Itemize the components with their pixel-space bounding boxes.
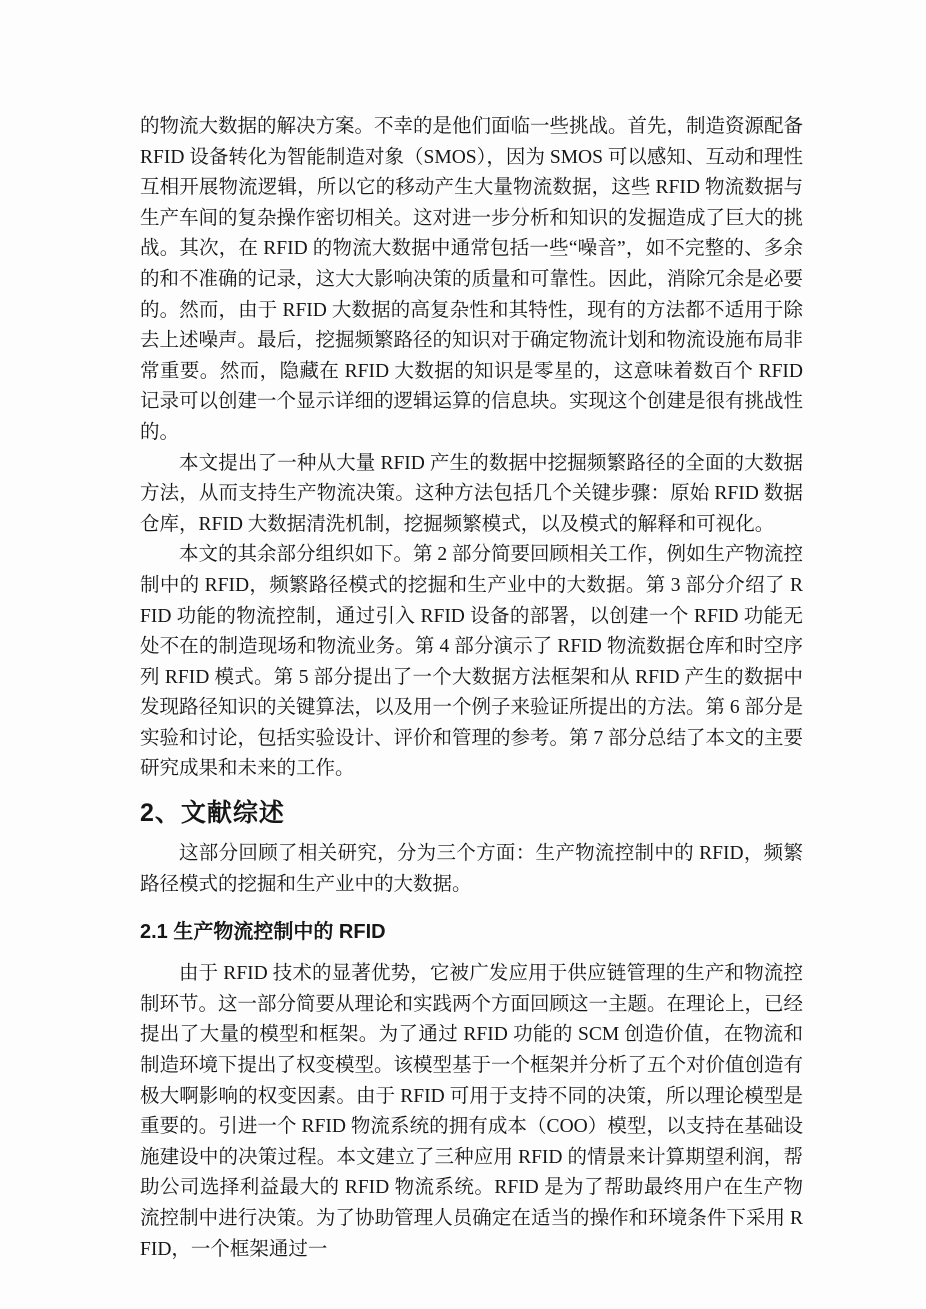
- continuation-paragraph: 的物流大数据的解决方案。不幸的是他们面临一些挑战。首先，制造资源配备 RFID 设备转化为智能制造对象（SMOS），因为 SMOS 可以感知、互动和理性互相开展物流逻辑，所以它的移动产生大量物流数据，这些 RFID 物流数据与生产车间的复杂操作密切相关。这对进一步分析和知识的发掘造成了巨大的挑战。其次，在 RFID 的物流大数据中通常包括一些“噪音”，如不完整的、多余的和不准确的记录，这大大影响决策的质量和可靠性。因此，消除冗余是必要的。然而，由于 RFID 大数据的高复杂性和其特性，现有的方法都不适用于除去上述噪声。最后，挖掘频繁路径的知识对于确定物流计划和物流设施布局非常重要。然而，隐藏在 RFID 大数据的知识是零星的，这意味着数百个 RFID 记录可以创建一个显示详细的逻辑运算的信息块。实现这个创建是很有挑战性的。: [140, 116, 804, 443]
- subsection-2-1-heading: 2.1 生产物流控制中的 RFID: [140, 921, 386, 944]
- section-2-intro-paragraph: 这部分回顾了相关研究，分为三个方面：生产物流控制中的 RFID，频繁路径模式的挖掘和生产业中的大数据。: [140, 843, 803, 895]
- section-2-heading: 2、文献综述: [140, 799, 285, 828]
- method-overview-paragraph: 本文提出了一种从大量 RFID 产生的数据中挖掘频繁路径的全面的大数据方法，从而支持生产物流决策。这种方法包括几个关键步骤：原始 RFID 数据仓库，RFID 大数据清洗机制，挖掘频繁模式，以及模式的解释和可视化。: [140, 452, 803, 535]
- paper-structure-paragraph: 本文的其余部分组织如下。第 2 部分简要回顾相关工作，例如生产物流控制中的 RFID，频繁路径模式的挖掘和生产业中的大数据。第 3 部分介绍了 RFID 功能的物流控制，通过引入 RFID 设备的部署，以创建一个 RFID 功能无处不在的制造现场和物流业务。第 4 部分演示了 RFID 物流数据仓库和时空序列 RFID 模式。第 5 部分提出了一个大数据方法框架和从 RFID 产生的数据中发现路径知识的关键算法，以及用一个例子来验证所提出的方法。第 6 部分是实验和讨论，包括实验设计、评价和管理的参考。第 7 部分总结了本文的主要研究成果和未来的工作。: [140, 544, 804, 780]
- subsection-2-1-body-paragraph: 由于 RFID 技术的显著优势，它被广发应用于供应链管理的生产和物流控制环节。这一部分简要从理论和实践两个方面回顾这一主题。在理论上，已经提出了大量的模型和框架。为了通过 RFID 功能的 SCM 创造价值，在物流和制造环境下提出了权变模型。该模型基于一个框架并分析了五个对价值创造有极大啊影响的权变因素。由于 RFID 可用于支持不同的决策，所以理论模型是重要的。引进一个 RFID 物流系统的拥有成本（COO）模型，以支持在基础设施建设中的决策过程。本文建立了三种应用 RFID 的情景来计算期望利润，帮助公司选择利益最大的 RFID 物流系统。RFID 是为了帮助最终用户在生产物流控制中进行决策。为了协助管理人员确定在适当的操作和环境条件下采用 RFID，一个框架通过一: [140, 963, 804, 1260]
